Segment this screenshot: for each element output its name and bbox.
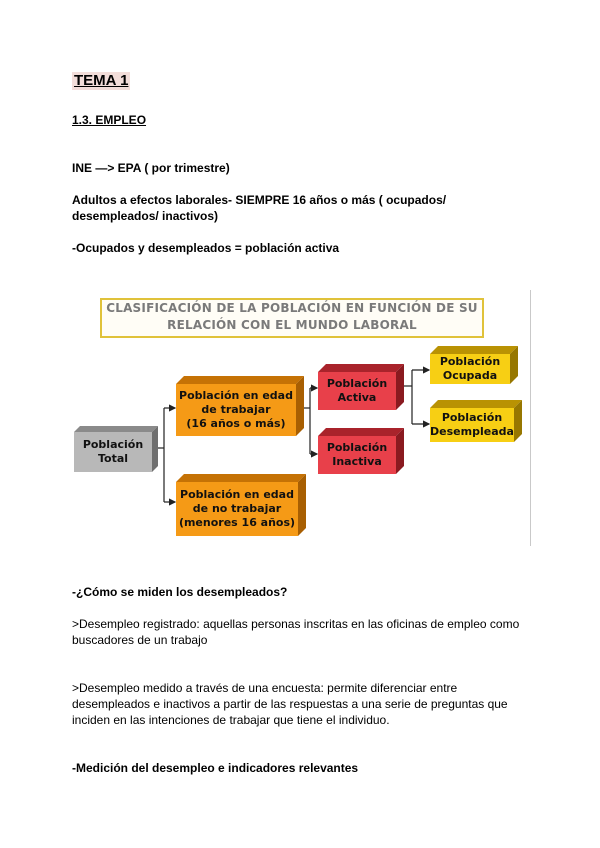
box-total-line-1: Población [82,438,144,451]
page-title: TEMA 1 [74,72,129,89]
box-total [74,432,152,472]
box-activa-line-2: Activa [337,391,377,404]
box-desempleada-line-2: Desempleada [430,425,514,438]
activa-line: -Ocupados y desempleados = población activa [72,241,340,255]
box-total-line-2: Total [97,452,129,465]
diagram-title-line-1: CLASIFICACIÓN DE LA POBLACIÓN EN FUNCIÓN DE SU [106,301,478,315]
box-inactiva-line-2: Inactiva [332,455,382,468]
adults-line-1: Adultos a efectos laborales- SIEMPRE 16 años o más ( ocupados/ [72,193,447,207]
box-edad-trabajar [176,384,296,436]
diagram-title-line-2: RELACIÓN CON EL MUNDO LABORAL [167,318,417,332]
box-inactiva-line-1: Población [326,441,388,454]
encuesta-line-3: inciden en las intenciones de trabajar que tiene el individuo. [72,713,390,727]
box-no-trabajar-line-2: de no trabajar [192,502,282,515]
encuesta-line-1: >Desempleo medido a través de una encuesta: permite diferenciar entre [72,681,458,695]
box-inactiva [318,436,396,474]
adults-line-2: desempleados/ inactivos) [72,209,219,223]
box-edad-trabajar-line-3: (16 años o más) [186,417,286,430]
registrado-line-1: >Desempleo registrado: aquellas personas inscritas en las oficinas de empleo como [72,617,520,631]
box-desempleada [430,408,514,442]
box-no-trabajar [176,482,298,536]
title-highlight [72,72,130,90]
box-activa-line-1: Población [326,377,388,390]
box-ocupada-line-2: Ocupada [442,369,498,382]
diagram-edge-line [530,290,531,546]
box-desempleada-line-1: Población [441,411,503,424]
medicion-heading: -Medición del desempleo e indicadores relevantes [72,761,359,775]
section-heading: 1.3. EMPLEO [72,113,147,127]
box-activa [318,372,396,410]
ine-line: INE —> EPA ( por trimestre) [72,161,230,175]
classification-diagram [72,290,530,550]
box-edad-trabajar-line-1: Población en edad [179,389,293,402]
box-ocupada-line-1: Población [439,355,501,368]
box-edad-trabajar-line-2: de trabajar [201,403,271,416]
registrado-line-2: buscadores de un trabajo [72,633,208,647]
encuesta-line-2: desempleados e inactivos a partir de las respuestas a una serie de preguntas que [72,697,508,711]
box-ocupada [430,354,510,384]
question-heading: -¿Cómo se miden los desempleados? [72,585,288,599]
box-no-trabajar-line-3: (menores 16 años) [178,516,296,529]
box-no-trabajar-line-1: Población en edad [180,488,294,501]
